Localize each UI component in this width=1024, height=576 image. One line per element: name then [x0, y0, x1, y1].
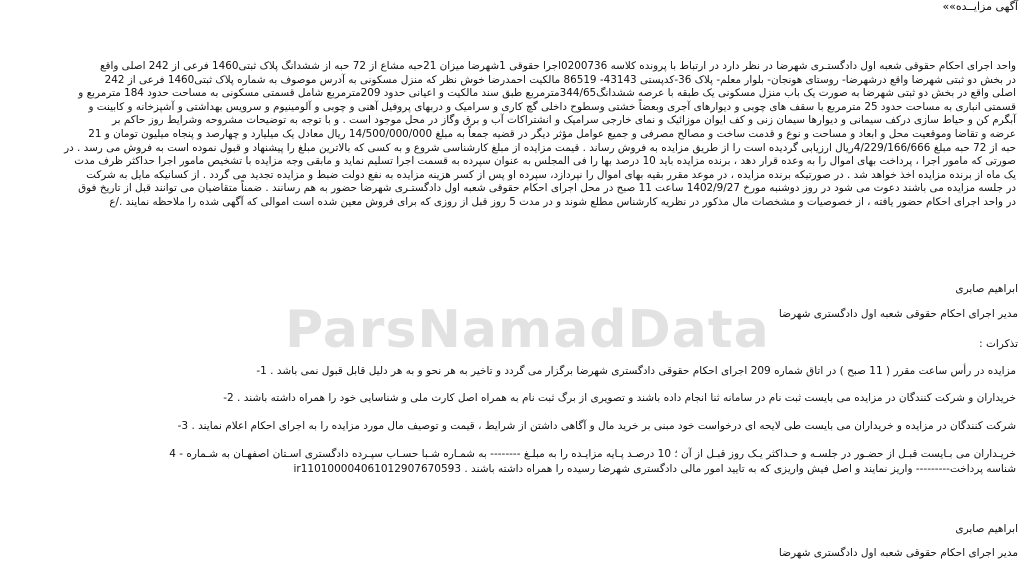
- watermark-logo: ParsNamadData: [285, 300, 770, 360]
- body-line: اصلی واقع در بخش دو ثبتی شهرضا به صورت یک باب منزل مسکونی یک طبقه با عرصه ششدانگ344/65مترمربع طبق سند مالکیت و اعیانی حدود 209مترمربع شامل قسمتی مسکونی به مساحت حدود 184 مترمربع و: [78, 87, 1016, 100]
- body-line: یک ماه از برنده مزایده اخذ خواهد شد . در صورتیکه برنده مزایده ، در موعد مقرر بقیه بهای اموال را نپردازد، سپرده او پس از کسر هزینه مزایده به نفع دولت ضبط و مزایده تجدید می گردد . از کسانیکه مایل به شرکت: [86, 168, 1016, 181]
- note-item: خریداران و شرکت کنندگان در مزایده می بایست ثبت نام در سامانه ثنا انجام داده باشند و تصویری از برگ ثبت نام به همراه اصل کارت ملی و شناسایی خود را همراه داشته باشند . 2-: [223, 392, 1016, 404]
- body-line: در واحد اجرای احکام حضور یافته ، از خصوصیات و مشخصات مال مذکور در نظریه کارشناس مطلع شوند و در مدت 5 روز قبل از روزی که برای فروش معین شده است اموالی که آگهی شده را ملاحظه نمایند ./ع: [109, 195, 1016, 208]
- body-line: حبه از 72 حبه مبلغ 4/229/166/666ریال ارزیابی گردیده است را از طریق مزایده به فروش رساند . قیمت مزایده از مبلغ کارشناسی شروع و به کسی که بالاترین مبلغ را پیشنهاد و قبول نموده است به فروش می رسد . در: [64, 141, 1016, 154]
- body-line: در جلسه مزایده می باشند دعوت می شود در روز دوشنبه مورخ 1402/9/27 ساعت 11 صبح در محل اجرای احکام حقوقی شعبه اول دادگستـری شهرضا حضور به هم رسانند . ضمناً متقاضیان می توانند قبل از تاریخ فوق: [78, 182, 1016, 195]
- body-line: صورتی که مامور اجرا ، پرداخت بهای اموال را به وعده قرار دهد ، برنده مزایده باید 10 درصد بها را فی المجلس به عنوان سپرده به قسمت اجرا تسلیم نماید و مابقی وجه مزایده با تشخیص مامور اجرا حداکثر ظرف مدت: [74, 155, 1016, 168]
- signatory-role: مدیر اجرای احکام حقوقی شعبه اول دادگستری شهرضا: [778, 308, 1018, 320]
- notes-heading: تذکرات :: [979, 338, 1018, 350]
- note-item: خریـداران می بـایست قبـل از حضـور در جلسـه و حـداکثر یـک روز قبـل از آن ؛ 10 درصـد پـایه مزایـده را به مبلـغ -------- به شمـاره شـبا حسـاب سپـرده دادگستری اسـتان اصفهـان به شـماره - 4: [169, 448, 1016, 460]
- body-line: واحد اجرای احکام حقوقی شعبه اول دادگستـری شهرضا در نظر دارد در ارتباط با پرونده کلاسه 0200736اجرا حقوقی 1شهرضا میزان 21حبه مشاع از 72 حبه از ششدانگ پلاک ثبتی1460 فرعی از 242 اصلی واقع: [99, 60, 1016, 72]
- note-item: شناسه پرداخت--------- واریز نمایند و اصل فیش واریزی که به تایید امور مالی دادگستری شهرضا رسیده را همراه داشته باشند . ir110100004061012907670593: [293, 463, 1016, 475]
- note-item: شرکت کنندگان در مزایده و خریداران می بایست طی لایحه ای درخواست خود مبنی بر خرید مال و آگاهی داشتن از شرایط ، قیمت و توصیف مال مورد مزایده را به اجرای احکام اعلام نمایند . 3-: [177, 420, 1016, 432]
- notice-body: [8, 60, 1016, 210]
- notice-title: آگهی مزایــده»»: [942, 0, 1018, 13]
- signatory-name: ابراهیم صابری: [955, 283, 1018, 295]
- note-item: مزایده در رأس ساعت مقرر ( 11 صبح ) در اتاق شماره 209 اجرای احکام حقوقی دادگستری شهرضا برگزار می گردد و تاخیر به هر نحو و به هر دلیل قابل قبول نمی باشد . 1-: [256, 365, 1016, 377]
- body-line: در بخش دو ثبتی شهرضا واقع درشهرضا- روستای هونجان- بلوار معلم- پلاک 36-کدپستی 43143- 86519 مالکیت احمدرضا خوش نظر که منزل مسکونی به آدرس موصوف به شماره پلاک ثبتی1460 فرعی از 242: [104, 73, 1016, 86]
- body-line: قسمتی انباری به مساحت حدود 25 مترمربع با سقف های چوبی و دیوارهای آجری وبعضاً خشتی وسطوح داخلی گچ کاری و سرامیک و دربهای پروفیل آهنی و چوبی و آلومینیوم و سرویس بهداشتی و آشپزخانه و کابینت و: [88, 100, 1016, 113]
- signatory-role: مدیر اجرای احکام حقوقی شعبه اول دادگستری شهرضا: [778, 547, 1018, 559]
- body-line: آبگرم کن و حیاط سازی درکف سیمانی و دیوارها سیمان زنی و کف ایوان موزائیک و نمای خارجی سرامیک و انشتراکات آب و برق وگاز در محل موجود است . و با توجه به توضیحات مشروحه وشرایط روز حاکم بر: [111, 114, 1016, 127]
- body-line: عرضه و تقاضا وموقعیت محل و ابعاد و مساحت و نوع و قدمت ساخت و مصالح مصرفی و جمیع عوامل مؤثر دیگر در قضیه جمعاً به مبلغ 14/500/000/000 ریال معادل یک میلیارد و چهارصد و پنجاه میلیون تومان و 21: [88, 127, 1016, 140]
- signatory-name: ابراهیم صابری: [955, 523, 1018, 535]
